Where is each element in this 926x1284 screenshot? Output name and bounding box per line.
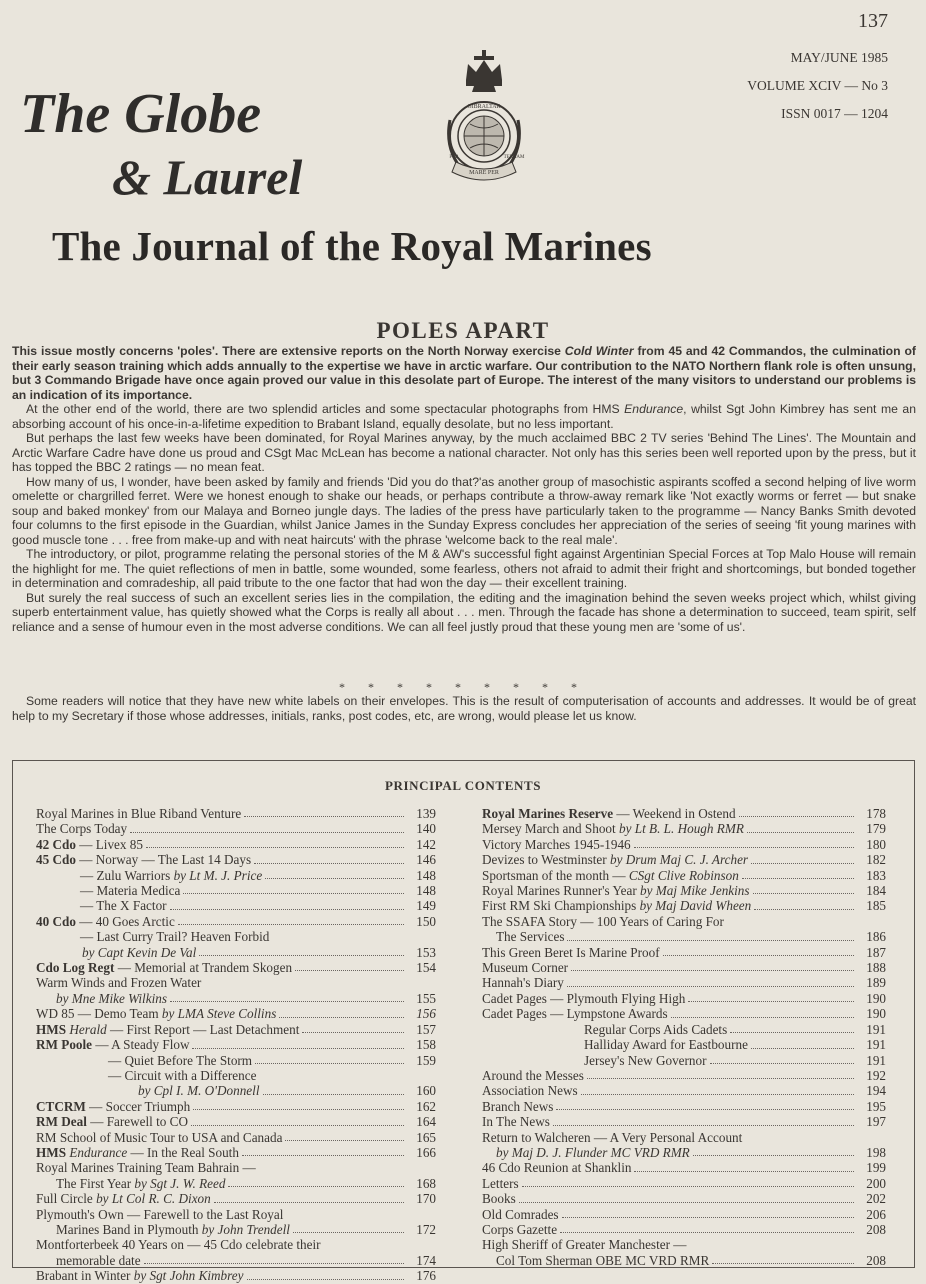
contents-entry	[36, 1114, 436, 1129]
contents-entry-title: by Cpl I. M. O'Donnell	[138, 1083, 260, 1099]
contents-entry-title: RM School of Music Tour to USA and Canada	[36, 1129, 283, 1145]
contents-entry	[482, 806, 886, 821]
contents-entry-title: Hannah's Diary	[482, 975, 564, 991]
dot-leader	[199, 955, 404, 956]
contents-entry-title: by Capt Kevin De Val	[82, 944, 197, 960]
contents-entry	[482, 1114, 886, 1129]
contents-entry-page: 197	[866, 1114, 886, 1130]
contents-entry-title: Association News	[482, 1083, 578, 1099]
contents-entry-title: HMS Herald — First Report — Last Detachment	[36, 1021, 300, 1037]
dot-leader	[519, 1202, 854, 1203]
contents-entry	[482, 1083, 886, 1098]
contents-entry	[482, 975, 886, 990]
contents-entry	[36, 991, 436, 1006]
contents-entry-page: 165	[416, 1129, 436, 1145]
dot-leader	[751, 1048, 854, 1049]
dot-leader	[753, 893, 854, 894]
contents-entry	[36, 960, 436, 975]
contents-entry	[482, 945, 886, 960]
journal-title: The Journal of the Royal Marines	[52, 223, 652, 269]
contents-entry	[36, 1222, 436, 1237]
contents-entry	[36, 1006, 436, 1021]
contents-entry-title: — Circuit with a Difference	[108, 1067, 257, 1083]
contents-entry-title: Regular Corps Aids Cadets	[584, 1021, 728, 1037]
contents-entry-title: memorable date	[56, 1252, 141, 1268]
dot-leader	[214, 1202, 404, 1203]
contents-entry	[482, 914, 886, 929]
dot-leader	[751, 863, 854, 864]
contents-entry	[36, 1253, 436, 1268]
contents-entry-title: The SSAFA Story — 100 Years of Caring For	[482, 913, 724, 929]
contents-entry-page: 172	[416, 1221, 436, 1237]
contents-entry	[482, 868, 886, 883]
dot-leader	[293, 1232, 404, 1233]
contents-entry-page: 176	[416, 1268, 436, 1284]
contents-left-column	[36, 806, 436, 1284]
crest-right-text: TERRAM	[503, 155, 525, 160]
contents-entry-title: — Materia Medica	[80, 883, 181, 899]
dot-leader	[571, 970, 854, 971]
dot-leader	[671, 1017, 854, 1018]
contents-entry-title: Museum Corner	[482, 960, 569, 976]
contents-entry	[36, 806, 436, 821]
contents-entry-page: 189	[866, 975, 886, 991]
contents-entry-page: 162	[416, 1098, 436, 1114]
dot-leader	[192, 1048, 404, 1049]
dot-leader	[688, 1001, 854, 1002]
contents-entry	[36, 852, 436, 867]
contents-entry	[36, 929, 436, 944]
contents-entry-title: Cadet Pages — Lympstone Awards	[482, 1006, 668, 1022]
contents-entry	[36, 1099, 436, 1114]
editorial-paragraph: The introductory, or pilot, programme relating the personal stories of the M & AW's successful fight against Argentinian Special Forces at Top Malo House will remain the highlight for me. The quiet reflections of men in battle, some wounded, some fearless, others not afraid to admit their fright and shortcomings, but bonded together in determination and comradeship, all paid tribute to the one factor that had won the day — their excellent training.	[12, 547, 916, 590]
contents-entry	[36, 1022, 436, 1037]
dot-leader	[663, 955, 854, 956]
contents-entry-title: In The News	[482, 1114, 550, 1130]
dot-leader	[146, 847, 404, 848]
contents-entry-page: 156	[416, 1006, 436, 1022]
dot-leader	[634, 847, 854, 848]
contents-entry-title: — The X Factor	[80, 898, 167, 914]
contents-entry	[482, 991, 886, 1006]
contents-entry-page: 208	[866, 1252, 886, 1268]
contents-entry-page: 159	[416, 1052, 436, 1068]
dot-leader	[279, 1017, 404, 1018]
contents-entry-page: 149	[416, 898, 436, 914]
dot-leader	[634, 1171, 854, 1172]
contents-entry	[36, 975, 436, 990]
dot-leader	[560, 1232, 854, 1233]
contents-entry	[36, 883, 436, 898]
contents-entry	[482, 883, 886, 898]
contents-entry-page: 142	[416, 836, 436, 852]
contents-entry	[36, 1176, 436, 1191]
contents-entry-title: 46 Cdo Reunion at Shanklin	[482, 1160, 632, 1176]
dot-leader	[265, 878, 404, 879]
contents-entry	[482, 1191, 886, 1206]
dot-leader	[739, 816, 854, 817]
contents-entry-page: 148	[416, 883, 436, 899]
contents-entry-title: Return to Walcheren — A Very Personal Account	[482, 1129, 743, 1145]
editorial-body	[12, 344, 916, 634]
contents-entry-page: 140	[416, 821, 436, 837]
contents-entry-title: Jersey's New Governor	[584, 1052, 707, 1068]
contents-entry	[36, 1083, 436, 1098]
contents-entry-page: 180	[866, 836, 886, 852]
dot-leader	[178, 924, 404, 925]
contents-entry-title: HMS Endurance — In the Real South	[36, 1144, 239, 1160]
contents-entry-title: 42 Cdo — Livex 85	[36, 836, 143, 852]
contents-entry-page: 191	[866, 1021, 886, 1037]
contents-entry	[36, 1207, 436, 1222]
crest-left-text: PER	[449, 155, 459, 160]
contents-entry-title: Marines Band in Plymouth by John Trendell	[56, 1221, 290, 1237]
dot-leader	[302, 1032, 404, 1033]
contents-entry-title: by Maj D. J. Flunder MC VRD RMR	[496, 1144, 690, 1160]
dot-leader	[244, 816, 404, 817]
contents-entry	[482, 1176, 886, 1191]
contents-entry-page: 139	[416, 806, 436, 821]
contents-entry-page: 188	[866, 960, 886, 976]
contents-entry-page: 148	[416, 867, 436, 883]
dot-leader	[144, 1263, 404, 1264]
contents-entry	[482, 1145, 886, 1160]
contents-entry	[482, 1253, 886, 1268]
contents-entry	[36, 914, 436, 929]
contents-entry-title: WD 85 — Demo Team by LMA Steve Collins	[36, 1006, 277, 1022]
contents-entry-title: Books	[482, 1191, 516, 1207]
contents-entry-page: 208	[866, 1221, 886, 1237]
contents-entry-page: 200	[866, 1175, 886, 1191]
contents-entry-title: Royal Marines Reserve — Weekend in Ostend	[482, 806, 736, 821]
contents-entry-page: 178	[866, 806, 886, 821]
contents-entry	[482, 1037, 886, 1052]
contents-entry	[36, 1068, 436, 1083]
dot-leader	[567, 986, 854, 987]
contents-entry-title: Sportsman of the month — CSgt Clive Robinson	[482, 867, 739, 883]
dot-leader	[742, 878, 854, 879]
dot-leader	[242, 1155, 404, 1156]
contents-entry-title: Branch News	[482, 1098, 554, 1114]
contents-entry	[36, 837, 436, 852]
contents-entry-page: 198	[866, 1144, 886, 1160]
contents-entry	[36, 1237, 436, 1252]
contents-title: PRINCIPAL CONTENTS	[384, 778, 542, 793]
contents-entry-title: Full Circle by Lt Col R. C. Dixon	[36, 1191, 211, 1207]
contents-entry-title: Corps Gazette	[482, 1221, 558, 1237]
contents-entry-page: 150	[416, 913, 436, 929]
dot-leader	[710, 1063, 855, 1064]
contents-entry-title: Halliday Award for Eastbourne	[584, 1037, 748, 1053]
dot-leader	[228, 1186, 404, 1187]
contents-entry	[482, 1068, 886, 1083]
contents-entry-page: 160	[416, 1083, 436, 1099]
contents-entry	[482, 960, 886, 975]
contents-entry	[482, 837, 886, 852]
contents-entry-page: 190	[866, 990, 886, 1006]
issn-number: ISSN 0017 — 1204	[781, 106, 888, 121]
contents-entry-title: Royal Marines Training Team Bahrain —	[36, 1160, 256, 1176]
contents-entry-title: 40 Cdo — 40 Goes Arctic	[36, 913, 175, 929]
volume-number: VOLUME XCIV — No 3	[747, 78, 888, 93]
contents-entry	[36, 1191, 436, 1206]
contents-entry-page: 153	[416, 944, 436, 960]
contents-entry	[36, 821, 436, 836]
contents-entry	[482, 821, 886, 836]
contents-entry-page: 179	[866, 821, 886, 837]
contents-entry-page: 199	[866, 1160, 886, 1176]
contents-entry-page: 195	[866, 1098, 886, 1114]
dot-leader	[247, 1279, 405, 1280]
contents-entry	[482, 1207, 886, 1222]
contents-entry-title: — Zulu Warriors by Lt M. J. Price	[80, 867, 263, 883]
dot-leader	[581, 1094, 854, 1095]
contents-entry-title: — Quiet Before The Storm	[108, 1052, 253, 1068]
contents-entry	[482, 1053, 886, 1068]
dot-leader	[130, 832, 404, 833]
dot-leader	[183, 893, 404, 894]
contents-entry-page: 191	[866, 1037, 886, 1053]
dot-leader	[522, 1186, 854, 1187]
issue-date: MAY/JUNE 1985	[790, 50, 888, 65]
contents-entry-page: 146	[416, 852, 436, 868]
contents-entry-page: 170	[416, 1191, 436, 1207]
contents-entry-page: 184	[866, 883, 886, 899]
contents-entry	[36, 1130, 436, 1145]
contents-entry-title: Brabant in Winter by Sgt John Kimbrey	[36, 1268, 244, 1284]
contents-entry-title: 45 Cdo — Norway — The Last 14 Days	[36, 852, 252, 868]
contents-entry	[36, 898, 436, 913]
dot-leader	[567, 940, 854, 941]
notice-text: Some readers will notice that they have new white labels on their envelopes. This is the result of computerisation of accounts and addresses. It would be of great help to my Secretary if those whose addresses, initials, ranks, post codes, etc, are wrong, would please let us know.	[12, 694, 916, 723]
contents-entry-title: Col Tom Sherman OBE MC VRD RMR	[496, 1252, 710, 1268]
editorial-lead: This issue mostly concerns 'poles'. There are extensive reports on the North Norway exercise Cold Winter from 45 and 42 Commandos, the culmination of their early season training which adds annually to the expertise we have in arctic warfare. Our contribution to the NATO Northern flank role is often unsung, but 3 Commando Brigade have once again proved our value in this desolate part of Europe. The interest of the many visitors to understand our problems is an indication of its importance.	[12, 344, 916, 402]
contents-entry-title: Cadet Pages — Plymouth Flying High	[482, 990, 686, 1006]
contents-entry-page: 164	[416, 1114, 436, 1130]
contents-entry-page: 174	[416, 1252, 436, 1268]
contents-entry-title: by Mne Mike Wilkins	[56, 990, 167, 1006]
contents-entry-title: Around the Messes	[482, 1067, 584, 1083]
dot-leader	[754, 909, 854, 910]
dot-leader	[712, 1263, 854, 1264]
contents-entry-title: RM Deal — Farewell to CO	[36, 1114, 188, 1130]
editorial-paragraph: But surely the real success of such an excellent series lies in the compilation, the editing and the imagination behind the seven weeks project which, whilst giving superb entertainment value, has quietly showed what the Corps is really all about . . . men. Through the facade has shone a determination to succeed, team spirit, self reliance and a sense of humour even in the most adverse conditions. We can all feel justly proud that these young men are 'some of us'.	[12, 590, 916, 634]
contents-entry	[482, 929, 886, 944]
contents-entry-page: 166	[416, 1144, 436, 1160]
contents-entry-title: RM Poole — A Steady Flow	[36, 1037, 190, 1053]
contents-entry-title: Cdo Log Regt — Memorial at Trandem Skogen	[36, 960, 293, 976]
contents-entry-page: 183	[866, 867, 886, 883]
contents-entry	[482, 852, 886, 867]
contents-entry	[36, 1160, 436, 1175]
contents-entry-title: Old Comrades	[482, 1206, 559, 1222]
contents-entry-page: 187	[866, 944, 886, 960]
contents-entry-title: — Last Curry Trail? Heaven Forbid	[80, 929, 270, 945]
contents-entry-title: Letters	[482, 1175, 519, 1191]
editorial-paragraph: At the other end of the world, there are two splendid articles and some spectacular photographs from HMS Endurance, whilst Sgt John Kimbrey has sent me an absorbing account of his once-in-a-lifetime expedition to Brabant Island, equally desolate, but no less important.	[12, 402, 916, 431]
dot-leader	[254, 863, 404, 864]
contents-entry	[36, 1053, 436, 1068]
contents-entry-title: High Sheriff of Greater Manchester —	[482, 1237, 687, 1253]
dot-leader	[170, 909, 404, 910]
dot-leader	[747, 832, 854, 833]
contents-entry-page: 157	[416, 1021, 436, 1037]
notice	[12, 694, 916, 723]
contents-entry-page: 194	[866, 1083, 886, 1099]
dot-leader	[562, 1217, 854, 1218]
contents-entry	[482, 1237, 886, 1252]
dot-leader	[170, 1001, 404, 1002]
contents-entry-page: 155	[416, 990, 436, 1006]
contents-entry-title: The Services	[496, 929, 565, 945]
contents-entry	[482, 1006, 886, 1021]
dot-leader	[553, 1125, 854, 1126]
contents-entry	[36, 1037, 436, 1052]
contents-entry-page: 206	[866, 1206, 886, 1222]
masthead-title-line1: The Globe	[20, 83, 262, 145]
editorial-paragraph: How many of us, I wonder, have been asked by family and friends 'Did you do that?'as another group of masochistic aspirants scoffed a second helping of live worm omelette or chargrilled ferret. Were we honest enough to shake our heads, or perhaps contribute a throw-away remark like 'Not exactly worms or ferret — but snake soup and baked monkey' from our Malaya and Borneo jungle days. The ladies of the press have particularly taken to the programme — Nancy Banks Smith devoted four columns to the first episode in the Guardian, whilst Janice James in the Sunday Express concludes her appreciation of the series of seeing 'fit young marines with good muscle tone . . . free from make-up and with neat haircuts' with the phrase 'welcome back to the real male'.	[12, 474, 916, 547]
contents-entry-title: The First Year by Sgt J. W. Reed	[56, 1175, 226, 1191]
contents-entry-title: Montforterbeek 40 Years on — 45 Cdo celebrate their	[36, 1237, 321, 1253]
contents-entry-page: 154	[416, 960, 436, 976]
contents-entry-page: 182	[866, 852, 886, 868]
contents-entry-title: Devizes to Westminster by Drum Maj C. J. Archer	[482, 852, 749, 868]
dot-leader	[295, 970, 404, 971]
contents-entry-title: Warm Winds and Frozen Water	[36, 975, 202, 991]
contents-entry-title: First RM Ski Championships by Maj David Wheen	[482, 898, 752, 914]
contents-entry-title: Royal Marines in Blue Riband Venture	[36, 806, 242, 821]
crest-top-text: GIBRALTAR	[467, 104, 501, 110]
contents-entry	[36, 868, 436, 883]
page-number: 137	[858, 10, 888, 32]
editorial-heading: POLES APART	[376, 318, 550, 343]
contents-entry-page: 186	[866, 929, 886, 945]
contents-entry-page: 192	[866, 1067, 886, 1083]
dot-leader	[693, 1155, 854, 1156]
contents-entry-title: CTCRM — Soccer Triumph	[36, 1098, 191, 1114]
contents-entry	[482, 1160, 886, 1175]
contents-entry-page: 168	[416, 1175, 436, 1191]
dot-leader	[191, 1125, 404, 1126]
contents-entry	[482, 1022, 886, 1037]
contents-entry-page: 202	[866, 1191, 886, 1207]
contents-entry-page: 190	[866, 1006, 886, 1022]
contents-entry	[36, 1145, 436, 1160]
contents-entry	[482, 1099, 886, 1114]
contents-entry-title: The Corps Today	[36, 821, 128, 837]
dot-leader	[556, 1109, 854, 1110]
contents-entry-title: Royal Marines Runner's Year by Maj Mike Jenkins	[482, 883, 750, 899]
royal-marines-crest-icon	[430, 50, 538, 190]
contents-right-column	[482, 806, 886, 1268]
contents-entry-title: Victory Marches 1945-1946	[482, 836, 631, 852]
editorial-paragraph: But perhaps the last few weeks have been dominated, for Royal Marines anyway, by the much acclaimed BBC 2 TV series 'Behind The Lines'. The Mountain and Arctic Warfare Cadre have done us proud and CSgt Mac McLean has become a national character. Not only has this series been well reported upon by the press, but it has topped the BBC 2 ratings — no mean feat.	[12, 431, 916, 474]
contents-entry	[482, 1130, 886, 1145]
dot-leader	[730, 1032, 854, 1033]
dot-leader	[255, 1063, 404, 1064]
crest-bottom-text: MARE PER	[469, 170, 499, 176]
contents-entry	[482, 1222, 886, 1237]
contents-entry	[482, 898, 886, 913]
contents-entry-title: This Green Beret Is Marine Proof	[482, 944, 660, 960]
contents-entry	[36, 945, 436, 960]
dot-leader	[285, 1140, 404, 1141]
masthead-title-line2: & Laurel	[112, 149, 303, 205]
contents-entry-page: 191	[866, 1052, 886, 1068]
dot-leader	[587, 1078, 854, 1079]
contents-entry	[36, 1268, 436, 1283]
contents-entry-page: 158	[416, 1037, 436, 1053]
dot-leader	[193, 1109, 404, 1110]
contents-entry-page: 185	[866, 898, 886, 914]
dot-leader	[263, 1094, 405, 1095]
contents-entry-title: Plymouth's Own — Farewell to the Last Royal	[36, 1206, 284, 1222]
separator-stars: * * * * * * * * *	[339, 680, 587, 694]
contents-entry-title: Mersey March and Shoot by Lt B. L. Hough RMR	[482, 821, 744, 837]
